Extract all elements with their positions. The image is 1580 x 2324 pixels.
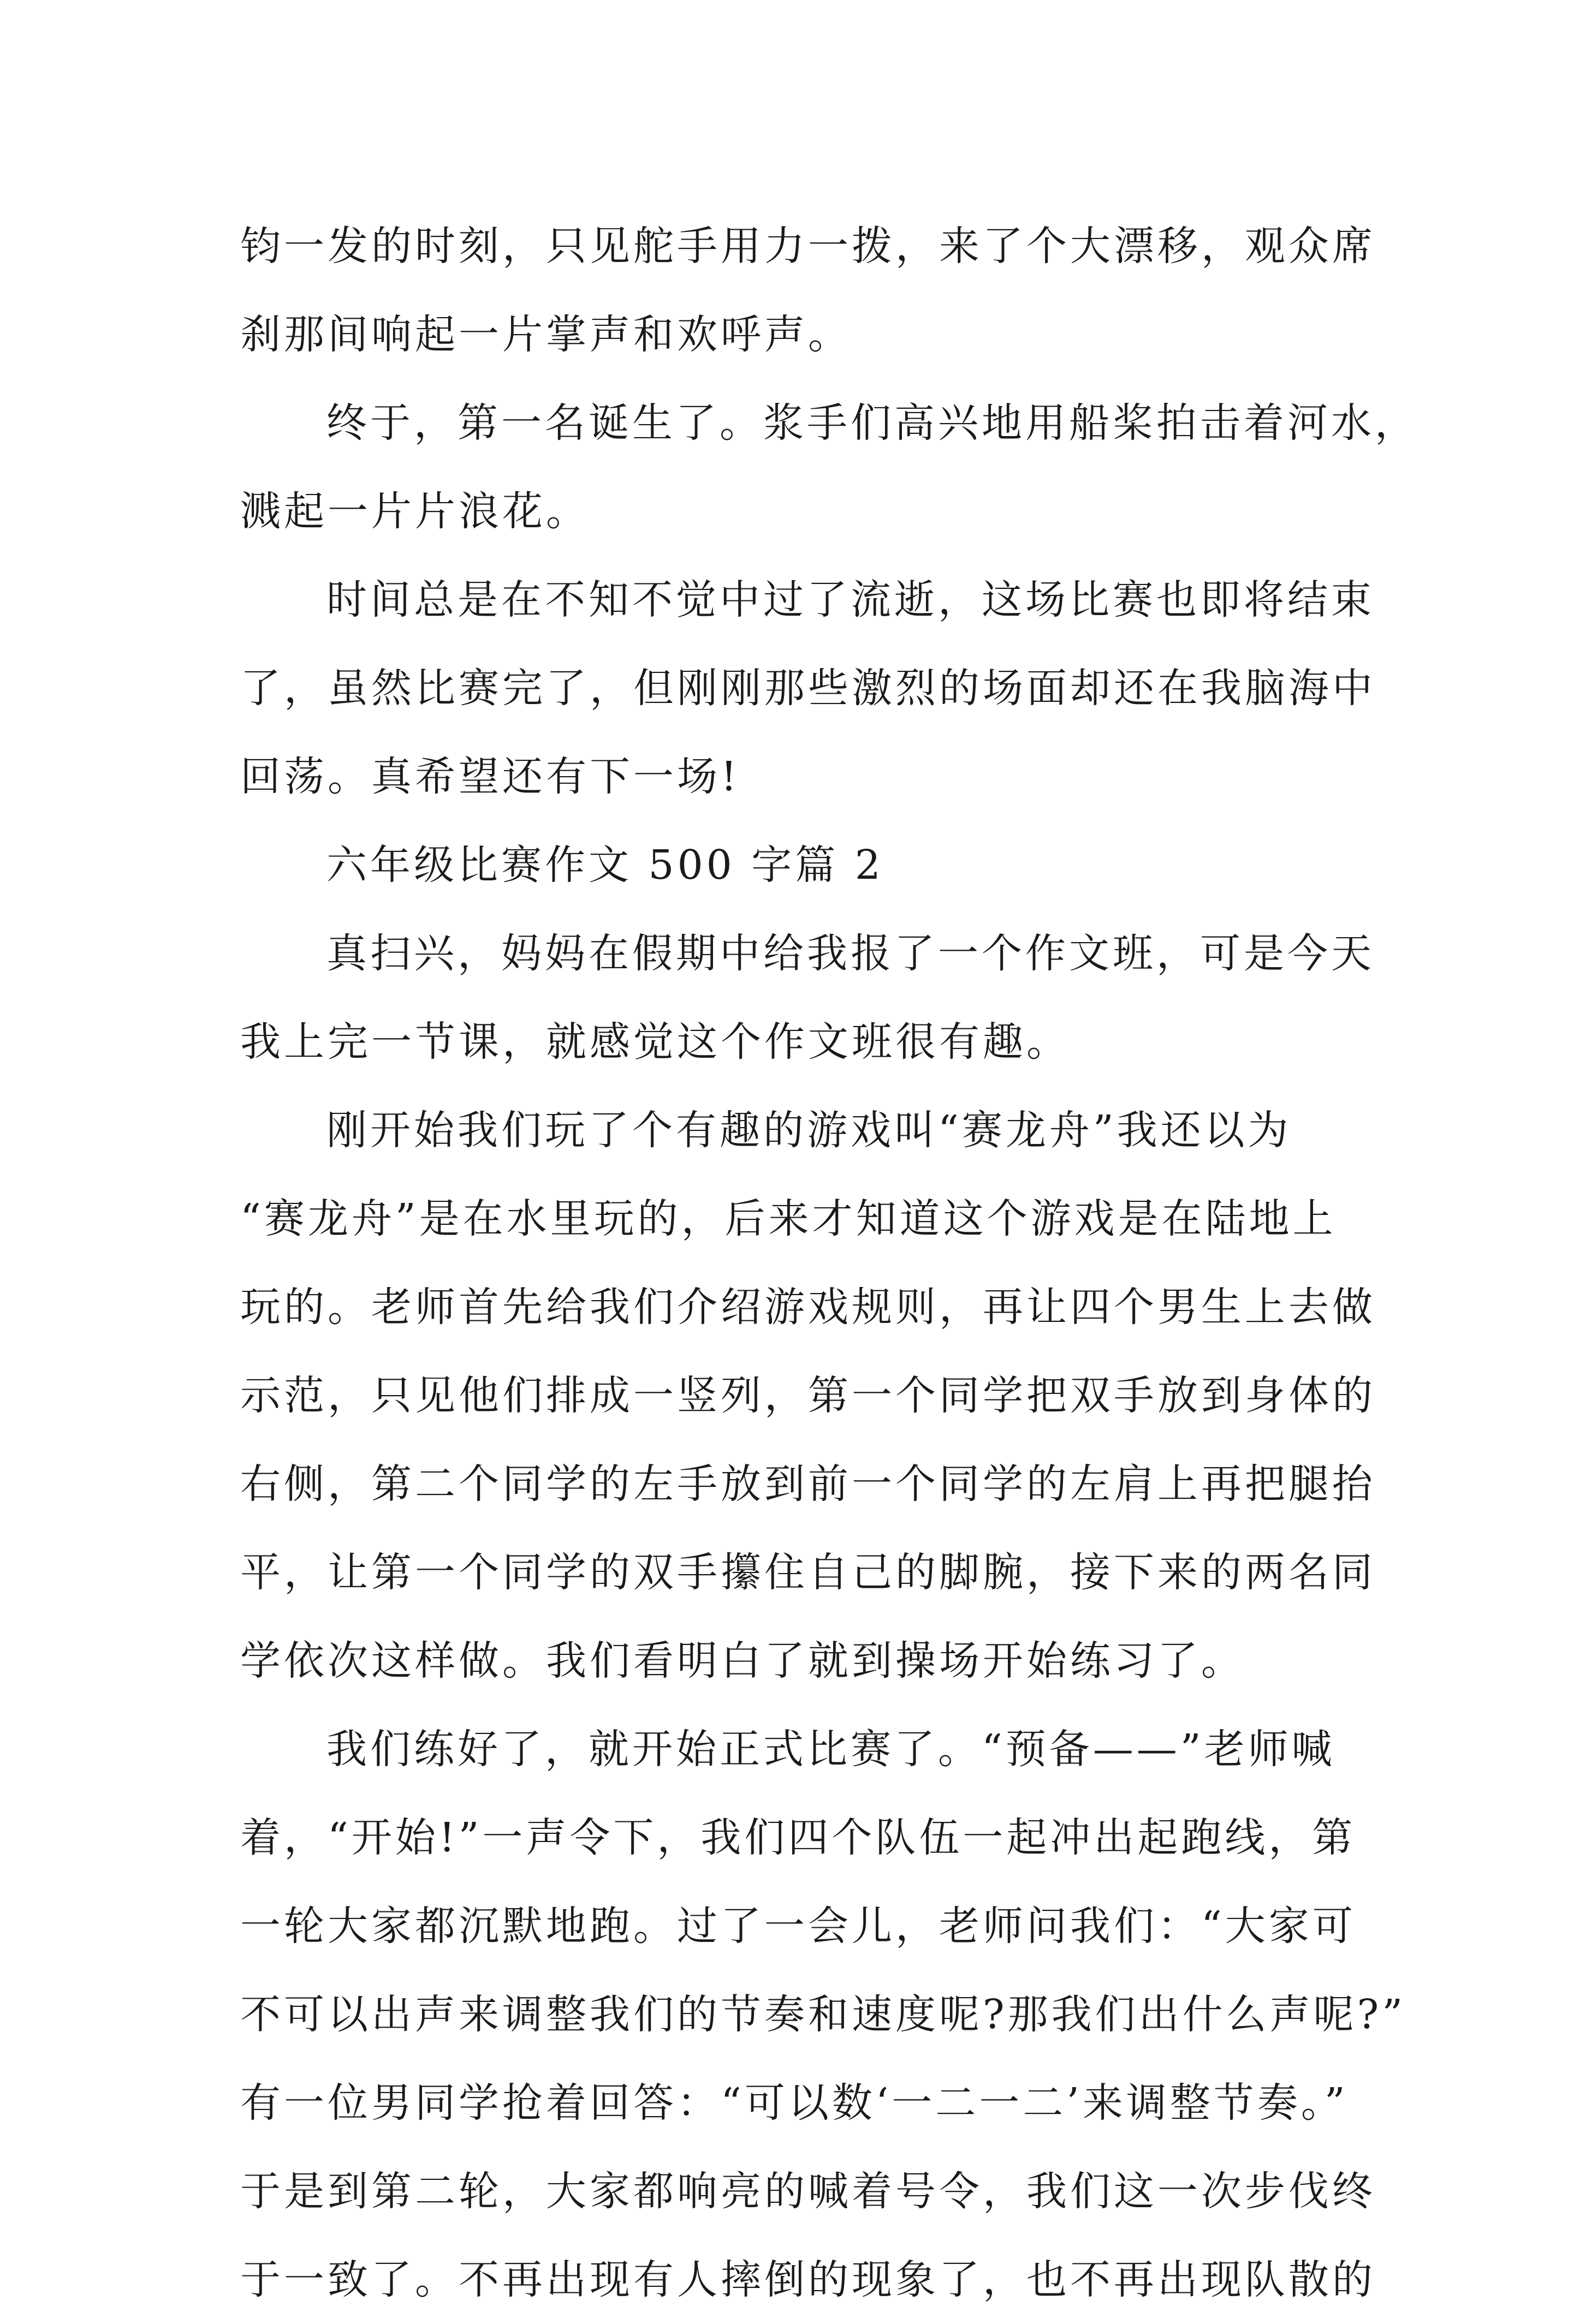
- text-line: “赛龙舟”是在水里玩的，后来才知道这个游戏是在陆地上: [240, 1195, 1337, 1242]
- text-line: 我们练好了，就开始正式比赛了。“预备——”老师喊: [326, 1726, 1335, 1773]
- text-line: 钧一发的时刻，只见舵手用力一拨，来了个大漂移，观众席: [240, 223, 1376, 270]
- text-line: 真扫兴，妈妈在假期中给我报了一个作文班，可是今天: [326, 930, 1375, 977]
- text-line: 不可以出声来调整我们的节奏和速度呢?那我们出什么声呢?”: [240, 1991, 1406, 2038]
- text-line: 于一致了。不再出现有人摔倒的现象了，也不再出现队散的: [240, 2256, 1376, 2303]
- text-line: 有一位男同学抢着回答：“可以数‘一二一二’来调整节奏。”: [240, 2079, 1349, 2126]
- section-heading: 六年级比赛作文 500 字篇 2: [326, 842, 884, 889]
- text-line: 刚开始我们玩了个有趣的游戏叫“赛龙舟”我还以为: [326, 1107, 1292, 1154]
- text-line: 溅起一片片浪花。: [240, 488, 590, 535]
- text-line: 玩的。老师首先给我们介绍游戏规则，再让四个男生上去做: [240, 1284, 1376, 1331]
- text-line: 右侧，第二个同学的左手放到前一个同学的左肩上再把腿抬: [240, 1461, 1376, 1507]
- text-line: 时间总是在不知不觉中过了流逝，这场比赛也即将结束: [326, 576, 1375, 623]
- text-line: 终于，第一名诞生了。浆手们高兴地用船桨拍击着河水，: [326, 400, 1418, 446]
- text-line: 示范，只见他们排成一竖列，第一个同学把双手放到身体的: [240, 1372, 1376, 1419]
- text-line: 刹那间响起一片掌声和欢呼声。: [240, 311, 852, 358]
- text-line: 平，让第一个同学的双手攥住自己的脚腕，接下来的两名同: [240, 1549, 1376, 1596]
- text-line: 着，“开始!”一声令下，我们四个队伍一起冲出起跑线，第: [240, 1814, 1356, 1861]
- text-line: 了，虽然比赛完了，但刚刚那些激烈的场面却还在我脑海中: [240, 665, 1376, 712]
- text-line: 于是到第二轮，大家都响亮的喊着号令，我们这一次步伐终: [240, 2168, 1376, 2215]
- text-line: 回荡。真希望还有下一场!: [240, 753, 740, 800]
- body-text: [240, 202, 1418, 2324]
- text-line: 我上完一节课，就感觉这个作文班很有趣。: [240, 1018, 1070, 1065]
- text-line: 学依次这样做。我们看明白了就到操场开始练习了。: [240, 1637, 1245, 1684]
- text-line: 一轮大家都沉默地跑。过了一会儿，老师问我们：“大家可: [240, 1903, 1356, 1950]
